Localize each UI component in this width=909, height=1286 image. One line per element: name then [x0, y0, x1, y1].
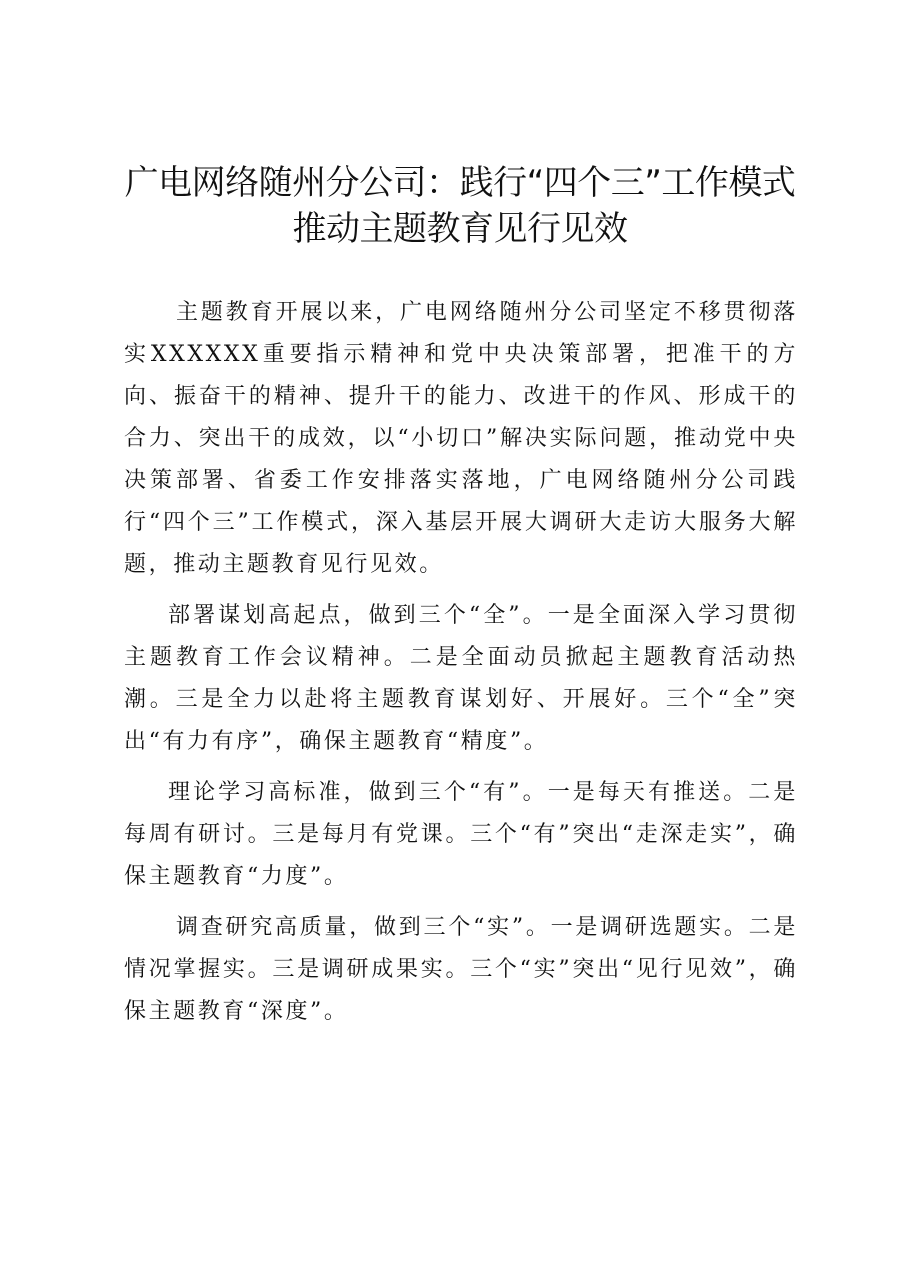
paragraph-theory-study: 理论学习高标准，做到三个“有”。一是每天有推送。二是每周有研讨。三是每月有党课。三个“有”突出“走深走实”，确保主题教育“力度”。 [124, 780, 798, 889]
document-body [124, 292, 798, 1042]
document-title: 广电网络随州分公司：践行“四个三”工作模式推动主题教育见行见效 [124, 163, 796, 249]
paragraph-deployment: 部署谋划高起点，做到三个“全”。一是全面深入学习贯彻主题教育工作会议精神。二是全面动员掀起主题教育活动热潮。三是全力以赴将主题教育谋划好、开展好。三个“全”突出“有力有序”，确保主题教育“精度”。 [124, 603, 798, 754]
paragraph-research: 调查研究高质量，做到三个“实”。一是调研选题实。二是情况掌握实。三是调研成果实。三个“实”突出“见行见效”，确保主题教育“深度”。 [124, 915, 798, 1024]
paragraph-intro: 主题教育开展以来，广电网络随州分公司坚定不移贯彻落实XXXXXX重要指示精神和党中央决策部署，把准干的方向、振奋干的精神、提升干的能力、改进干的作风、形成干的合力、突出干的成效，以“小切口”解决实际问题，推动党中央决策部署、省委工作安排落实落地，广电网络随州分公司践行“四个三”工作模式，深入基层开展大调研大走访大服务大解题，推动主题教育见行见效。 [124, 300, 798, 577]
